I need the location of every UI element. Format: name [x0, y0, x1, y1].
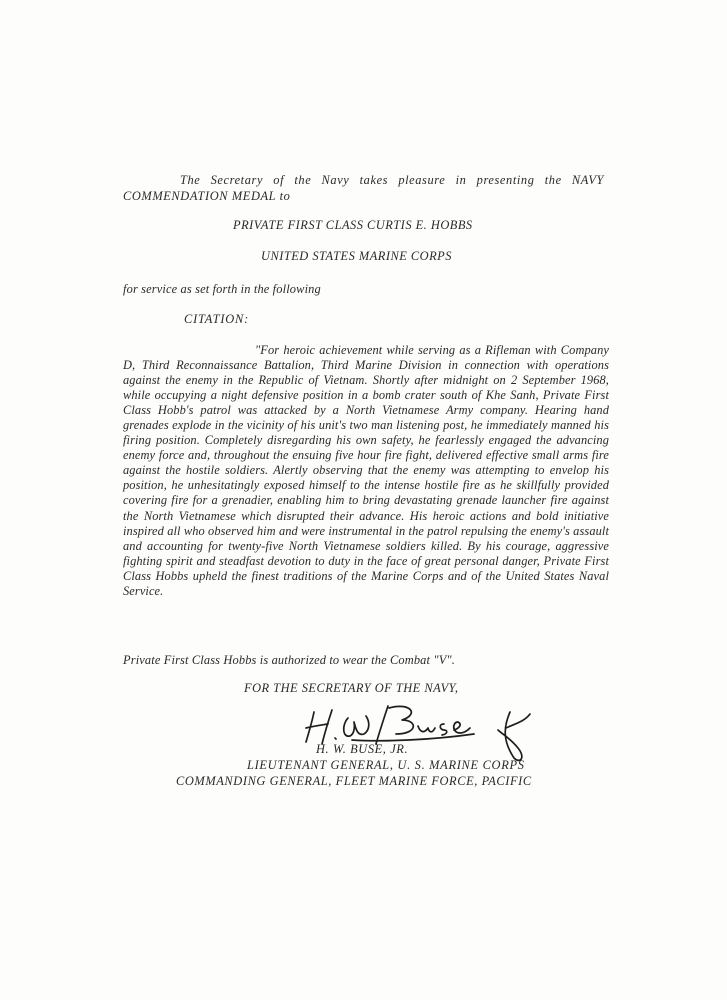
citation-body-text: "For heroic achievement while serving as a Rifleman with Company D, Third Reconnaissance Battalion, Third Marine Division in connection with operations against the enemy in the Republic of Vietnam. Shortly after midnight on 2 September 1968, while occupying a night defensive position in a bomb crater south of Khe Sanh, Private First Class Hobb's patrol was attacked by a North Vietnamese Army company. Hearing hand grenades explode in the vicinity of his unit's two man listening post, he immediately manned his firing position. Completely disregarding his own safety, he fearlessly engaged the advancing enemy force and, throughout the ensuing five hour fire fight, delivered effective small arms fire against the hostile soldiers. Alertly observing that the enemy was attempting to envelop his position, he unhesitatingly exposed himself to the intense hostile fire as he skillfully provided covering fire for a grenadier, enabling him to bring devastating grenade launcher fire against the North Vietnamese which disrupted their advance. His heroic actions and bold initiative inspired all who observed him and were instrumental in the patrol repulsing the enemy's assault and accounting for twenty-five North Vietnamese soldiers killed. By his courage, aggressive fighting spirit and steadfast devotion to duty in the face of great personal danger, Private First Class Hobbs upheld the finest traditions of the Marine Corps and of the United States Naval Service. [123, 343, 609, 598]
signer-name: H. W. BUSE, JR. [316, 742, 409, 756]
combat-v-line: Private First Class Hobbs is authorized to wear the Combat "V". [123, 653, 456, 667]
signer-rank: LIEUTENANT GENERAL, U. S. MARINE CORPS [247, 758, 525, 772]
intro-line-1: The Secretary of the Navy takes pleasure in presenting the NAVY [180, 173, 604, 187]
recipient-name: PRIVATE FIRST CLASS CURTIS E. HOBBS [233, 218, 473, 232]
signer-position: COMMANDING GENERAL, FLEET MARINE FORCE, PACIFIC [176, 774, 532, 788]
citation-body [123, 343, 609, 599]
intro-line-2: COMMENDATION MEDAL to [123, 189, 291, 203]
service-line: for service as set forth in the following [123, 282, 321, 296]
citation-heading: CITATION: [184, 312, 250, 326]
for-secretary-line: FOR THE SECRETARY OF THE NAVY, [244, 681, 459, 695]
recipient-unit: UNITED STATES MARINE CORPS [261, 249, 452, 263]
